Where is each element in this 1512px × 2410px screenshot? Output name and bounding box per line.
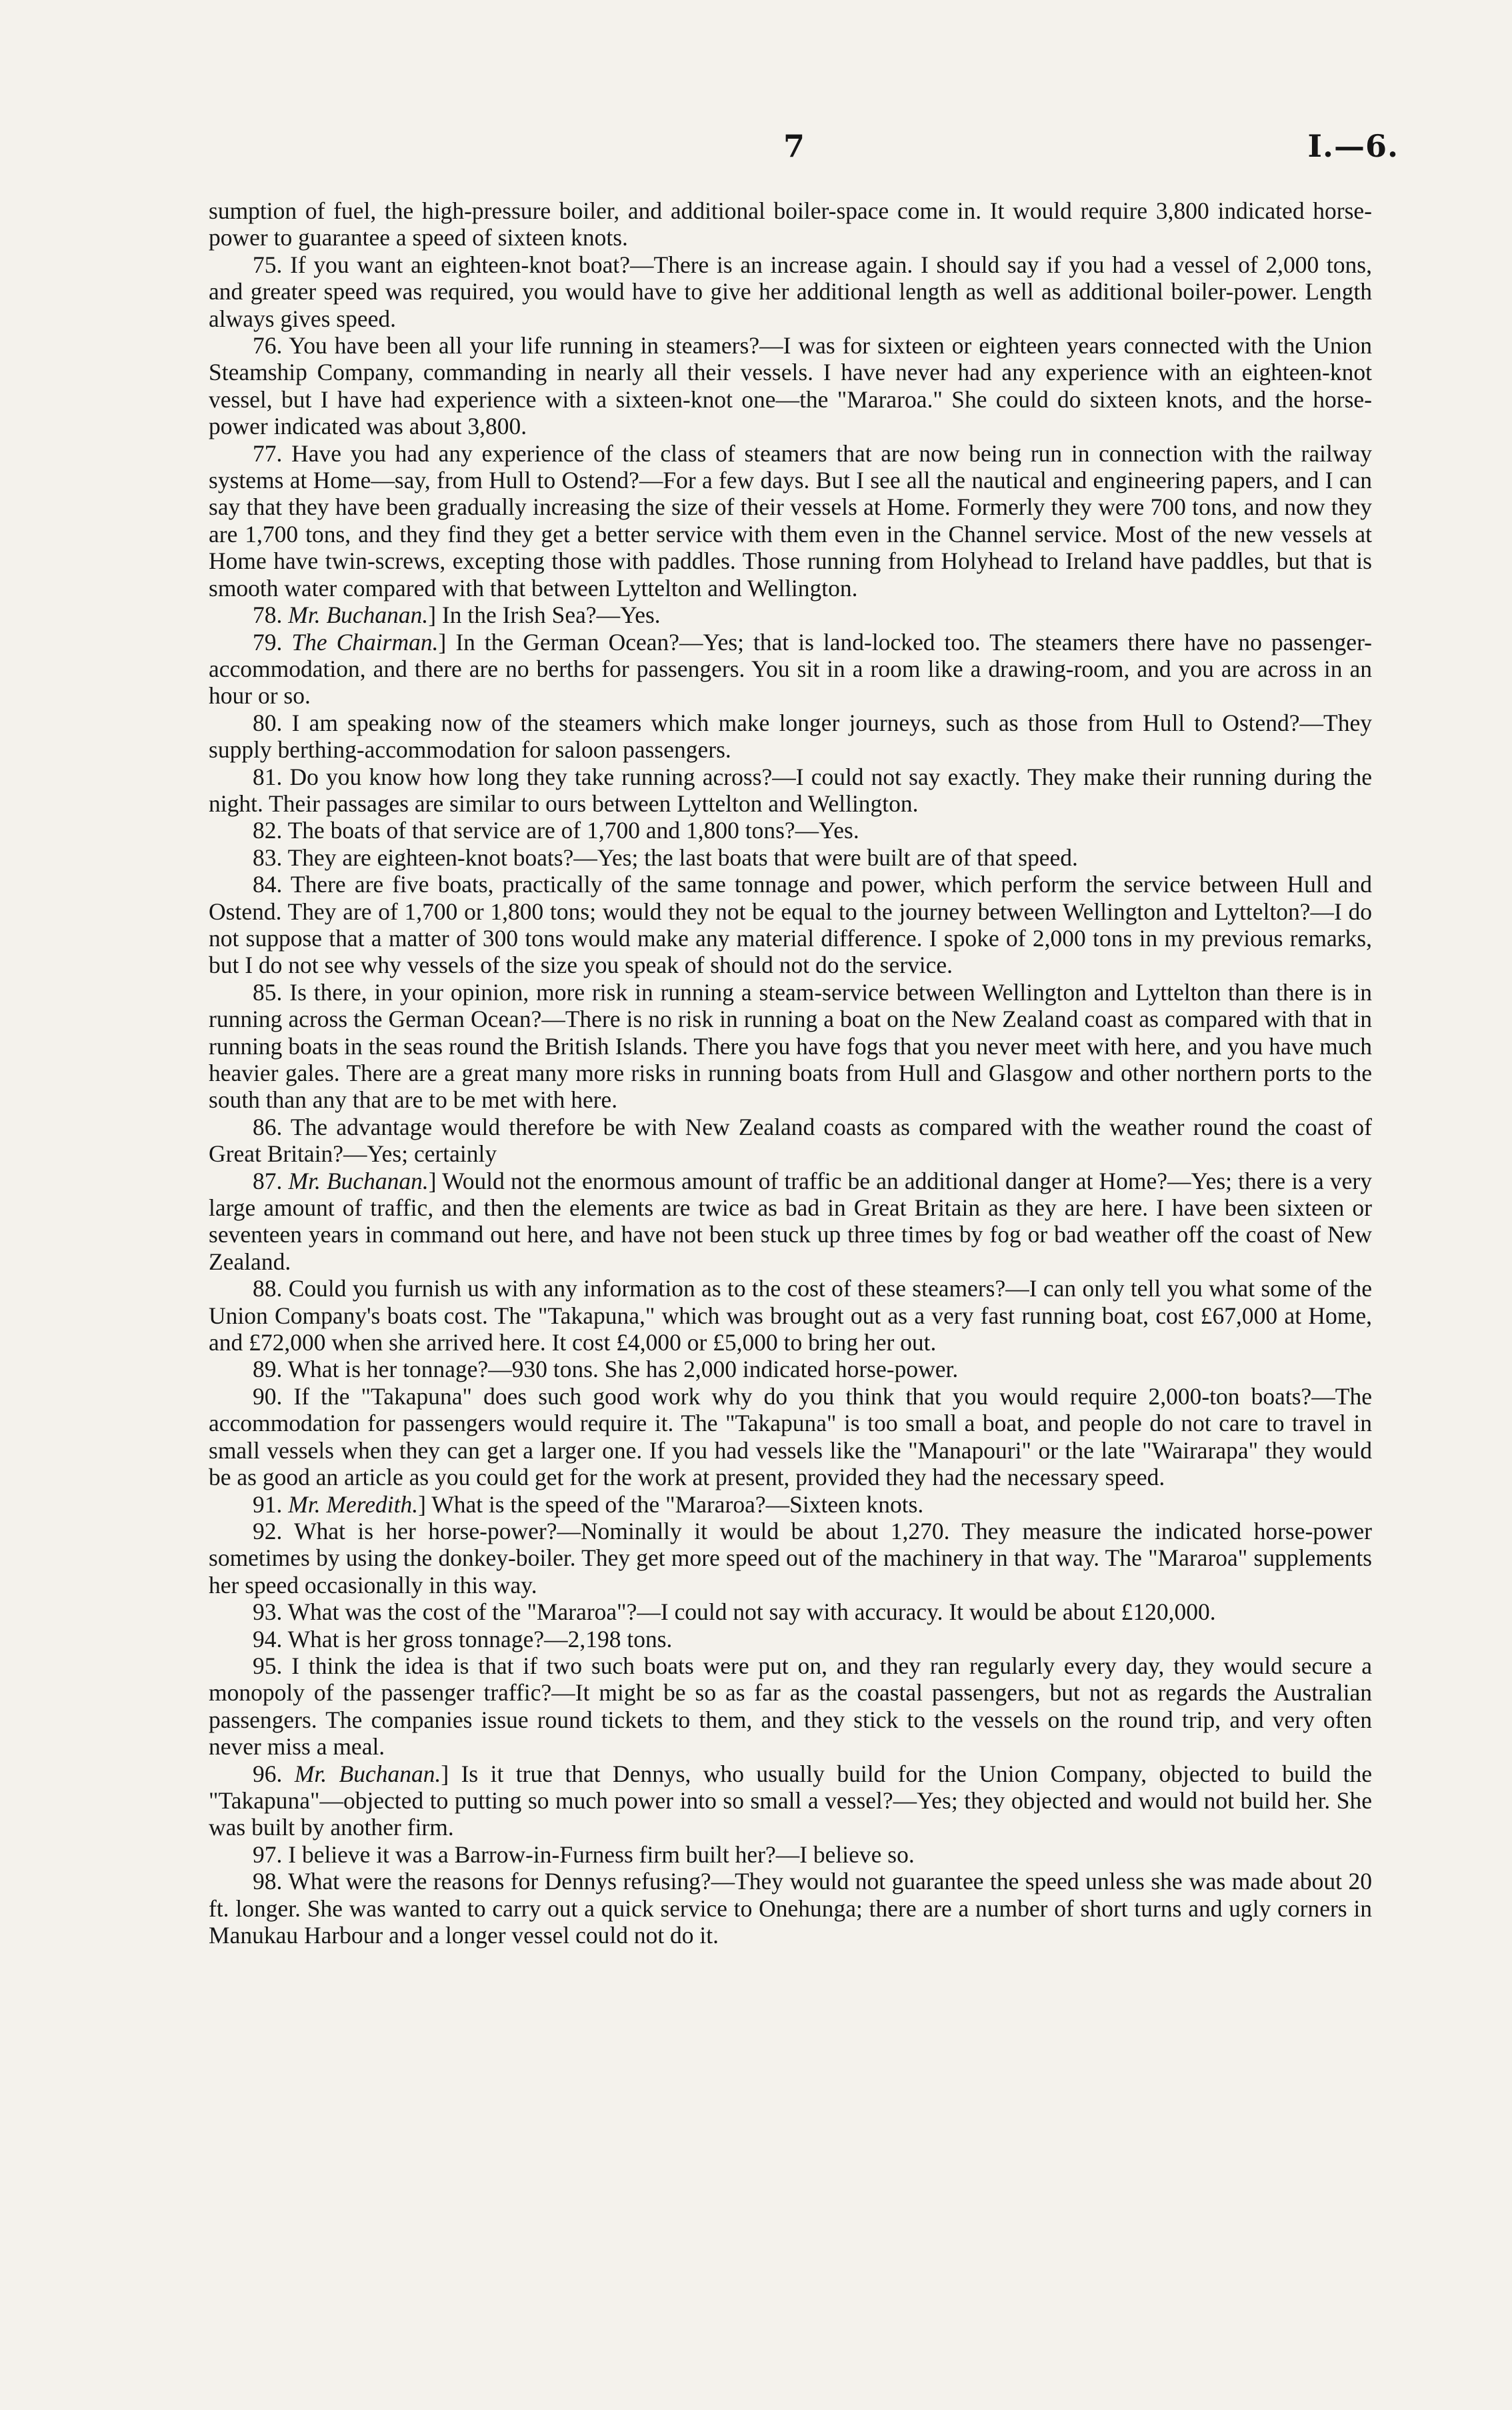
paragraph-text: ] Is it true that Dennys, who usually build for the Union Company, objected to build the "Takapuna"—objected to putting so much power into so small a vessel?—Yes; they objected and would not build her. She was built by another firm.	[209, 1760, 1372, 1841]
paragraph-text: ] In the Irish Sea?—Yes.	[428, 601, 661, 629]
paragraph: 86. The advantage would therefore be with New Zealand coasts as compared with the weather round the coast of Great Britain?—Yes; certainly	[209, 1113, 1372, 1168]
paragraph	[209, 1491, 1372, 1518]
speaker-name: The Chairman.	[291, 628, 439, 656]
page-number: 7	[783, 128, 805, 164]
speaker-name: Mr. Buchanan.	[294, 1760, 441, 1787]
paragraph-text: ] Would not the enormous amount of traffic be an additional danger at Home?—Yes; there is a very large amount of traffic, and then the elements are twice as bad in Great Britain as they are here. I have been sixteen or seventeen years in command out here, and have not been stuck up three times by fog or bad weather off the coast of New Zealand.	[209, 1167, 1372, 1275]
speaker-name: Mr. Buchanan.	[288, 601, 429, 629]
page-header	[0, 128, 1512, 168]
paragraph: 80. I am speaking now of the steamers which make longer journeys, such as those from Hull to Ostend?—They supply berthing-accommodation for saloon passengers.	[209, 709, 1372, 764]
paragraph	[209, 1168, 1372, 1276]
paper-reference: I.—6.	[1307, 128, 1399, 164]
paragraph: 89. What is her tonnage?—930 tons. She has 2,000 indicated horse-power.	[253, 1356, 959, 1383]
paragraph-text: ] What is the speed of the "Mararoa?—Sixteen knots.	[418, 1490, 924, 1518]
paragraph: 85. Is there, in your opinion, more risk in running a steam-service between Wellington and Lyttelton than there is in running across the German Ocean?—There is no risk in running a boat on the New Zealand coast as compared with that in running boats in the seas round the British Islands. There you have fogs that you never meet with here, and you have much heavier gales. There are a great many more risks in running boats from Hull and Glasgow and other northern ports to the south than any that are to be met with here.	[209, 978, 1372, 1114]
question-number: 79.	[253, 628, 292, 656]
paragraph-text: ] In the German Ocean?—Yes; that is land-locked too. The steamers there have no passenger-accommodation, and there are no berths for passengers. You sit in a room like a drawing-room, and you are across in an hour or so.	[209, 628, 1372, 710]
body-text	[209, 197, 1372, 1949]
paragraph: 93. What was the cost of the "Mararoa"?—I could not say with accuracy. It would be about £120,000.	[253, 1598, 1216, 1626]
paragraph	[209, 601, 1372, 628]
paragraph: 81. Do you know how long they take running across?—I could not say exactly. They make their running during the night. Their passages are similar to ours between Lyttelton and Wellington.	[209, 763, 1372, 817]
question-number: 78.	[253, 601, 289, 629]
paragraph	[209, 629, 1372, 710]
paragraph: 76. You have been all your life running in steamers?—I was for sixteen or eighteen years connected with the Union Steamship Company, commanding in nearly all their vessels. I have never had any experience with an eighteen-knot vessel, but I have had experience with a sixteen-knot one—the "Mararoa." She could do sixteen knots, and the horse-power indicated was about 3,800.	[209, 332, 1372, 440]
question-number: 91.	[253, 1490, 289, 1518]
paragraph: 97. I believe it was a Barrow-in-Furness firm built her?—I believe so.	[253, 1841, 915, 1868]
paragraph	[209, 1760, 1372, 1841]
paragraph: 84. There are five boats, practically of the same tonnage and power, which perform the service between Hull and Ostend. They are of 1,700 or 1,800 tons; would they not be equal to the journey between Wellington and Lyttelton?—I do not suppose that a matter of 300 tons would make any material difference. I spoke of 2,000 tons in my previous remarks, but I do not see why vessels of the size you speak of should not do the service.	[209, 871, 1372, 979]
paragraph: 75. If you want an eighteen-knot boat?—There is an increase again. I should say if you had a vessel of 2,000 tons, and greater speed was required, you would have to give her additional length as well as additional boiler-power. Length always gives speed.	[209, 251, 1372, 332]
speaker-name: Mr. Buchanan.	[288, 1167, 429, 1194]
paragraph: 77. Have you had any experience of the class of steamers that are now being run in connection with the railway systems at Home—say, from Hull to Ostend?—For a few days. But I see all the nautical and engineering papers, and I can say that they have been gradually increasing the size of their vessels at Home. Formerly they were 700 tons, and now they are 1,700 tons, and they find they get a better service with them even in the Channel service. Most of the new vessels at Home have twin-screws, excepting those with paddles. Those running from Holyhead to Ireland have paddles, but that is smooth water compared with that between Lyttelton and Wellington.	[209, 439, 1372, 601]
question-number: 96.	[253, 1760, 295, 1787]
paragraph: 82. The boats of that service are of 1,700 and 1,800 tons?—Yes.	[253, 817, 859, 844]
paragraph: 94. What is her gross tonnage?—2,198 tons.	[253, 1625, 673, 1652]
paragraph: 90. If the "Takapuna" does such good work why do you think that you would require 2,000-ton boats?—The accommodation for passengers would require it. The "Takapuna" is too small a boat, and people do not care to travel in small vessels when they can get a larger one. If you had vessels like the "Manapouri" or the late "Wairarapa" they would be as good an article as you could get for the work at present, provided they had the necessary speed.	[209, 1382, 1372, 1491]
paragraph: 98. What were the reasons for Dennys refusing?—They would not guarantee the speed unless she was made about 20 ft. longer. She was wanted to carry out a quick service to Onehunga; there are a number of short turns and ugly corners in Manukau Harbour and a longer vessel could not do it.	[209, 1868, 1372, 1949]
paragraph: 88. Could you furnish us with any information as to the cost of these steamers?—I can only tell you what some of the Union Company's boats cost. The "Takapuna," which was brought out as a very fast running boat, cost £67,000 at Home, and £72,000 when she arrived here. It cost £4,000 or £5,000 to bring her out.	[209, 1275, 1372, 1356]
question-number: 87.	[253, 1167, 289, 1194]
paragraph: sumption of fuel, the high-pressure boiler, and additional boiler-space come in. It would require 3,800 indicated horse-power to guarantee a speed of sixteen knots.	[209, 197, 1372, 251]
paragraph: 92. What is her horse-power?—Nominally it would be about 1,270. They measure the indicated horse-power sometimes by using the donkey-boiler. They get more speed out of the machinery in that way. The "Mararoa" supplements her speed occasionally in this way.	[209, 1517, 1372, 1598]
paragraph: 83. They are eighteen-knot boats?—Yes; the last boats that were built are of that speed.	[253, 844, 1078, 871]
speaker-name: Mr. Meredith.	[288, 1490, 419, 1518]
paragraph: 95. I think the idea is that if two such boats were put on, and they ran regularly every day, they would secure a monopoly of the passenger traffic?—It might be so as far as the coastal passengers, but not as regards the Australian passengers. The companies issue round tickets to them, and they stick to the vessels on the round trip, and very often never miss a meal.	[209, 1652, 1372, 1760]
